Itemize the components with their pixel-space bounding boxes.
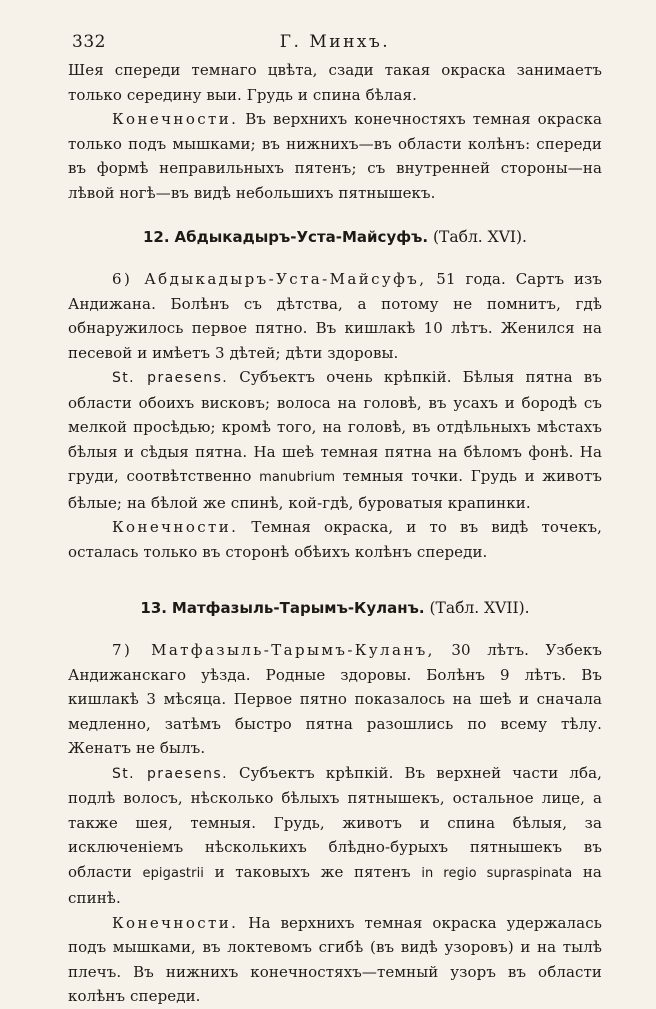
book-page [68,28,602,1009]
section-13-heading: 13. Матфазыль-Тарымъ-Куланъ. (Табл. XVII). [140,599,530,617]
section-13-case-paragraph: 7) Матфазыль-Тарымъ-Куланъ, 30 лѣтъ. Узбекъ Андижанскаго уѣзда. Родные здоровы. Болѣнъ 9 лѣтъ. Въ кишлакѣ 3 мѣсяца. Первое пятно показалось на шеѣ и сначала медленно, затѣмъ быстро пятна разошлись по всему тѣлу. Женатъ не былъ. [68,641,602,757]
page-number: 332 [72,32,106,52]
running-title: Г. Минхъ. [279,32,391,52]
running-head [68,28,602,58]
section-13-limbs-paragraph: Конечности. На верхнихъ темная окраска удержалась подъ мышками, въ локтевомъ сгибѣ (въ видѣ узоровъ) и на тылѣ плечъ. Въ нижнихъ конечностяхъ—темный узоръ въ области колѣнъ спереди. [68,913,602,1005]
section-12-case-paragraph: 6) Абдыкадыръ-Уста-Майсуфъ, 51 года. Сартъ изъ Андижана. Болѣнъ съ дѣтства, а потому не помнитъ, гдѣ обнаружилось первое пятно. Въ кишлакѣ 10 лѣтъ. Женился на песевой и имѣетъ 3 дѣтей; дѣти здоровы. [68,270,603,362]
section-12-heading: 12. Абдыкадыръ-Уста-Майсуфъ. (Табл. XVI). [143,228,527,246]
section-12-status-paragraph: St. praesens. Субъектъ очень крѣпкій. Бѣлыя пятна въ области обоихъ висковъ; волоса на головѣ, въ усахъ и бородѣ съ мелкой просѣдью; кромѣ того, на головѣ, въ отдѣльныхъ мѣстахъ бѣлыя и сѣдыя пятна. На шеѣ темная пятна на бѣломъ фонѣ. На груди, соотвѣтственно manubrium темныя точки. Грудь и животъ бѣлые; на бѣлой же спинѣ, кой-гдѣ, буроватыя крапинки. [68,368,603,512]
intro-paragraph-limbs: Конечности. Въ верхнихъ конечностяхъ темная окраска только подъ мышками; въ нижнихъ—въ области колѣнъ: спереди въ формѣ неправильныхъ пятенъ; съ внутренней стороны—на лѣвой ногѣ—въ видѣ небольшихъ пятнышекъ. [68,110,602,202]
section-12-limbs-paragraph: Конечности. Темная окраска, и то въ видѣ точекъ, осталась только въ сторонѣ обѣихъ колѣнъ спереди. [68,518,602,561]
section-13-status-paragraph: St. praesens. Субъектъ крѣпкій. Въ верхней части лба, подлѣ волосъ, нѣсколько бѣлыхъ пятнышекъ, остальное лице, а также шея, темныя. Грудь, животъ и спина бѣлыя, за исключеніемъ нѣсколькихъ блѣдно-бурыхъ пятнышекъ въ области epigastrii и таковыхъ же пятенъ in regio supraspinata на спинѣ. [68,763,603,907]
intro-paragraph-neck: Шея спереди темнаго цвѣта, сзади такая окраска занимаетъ только середину выи. Грудь и спина бѣлая. [68,61,602,104]
